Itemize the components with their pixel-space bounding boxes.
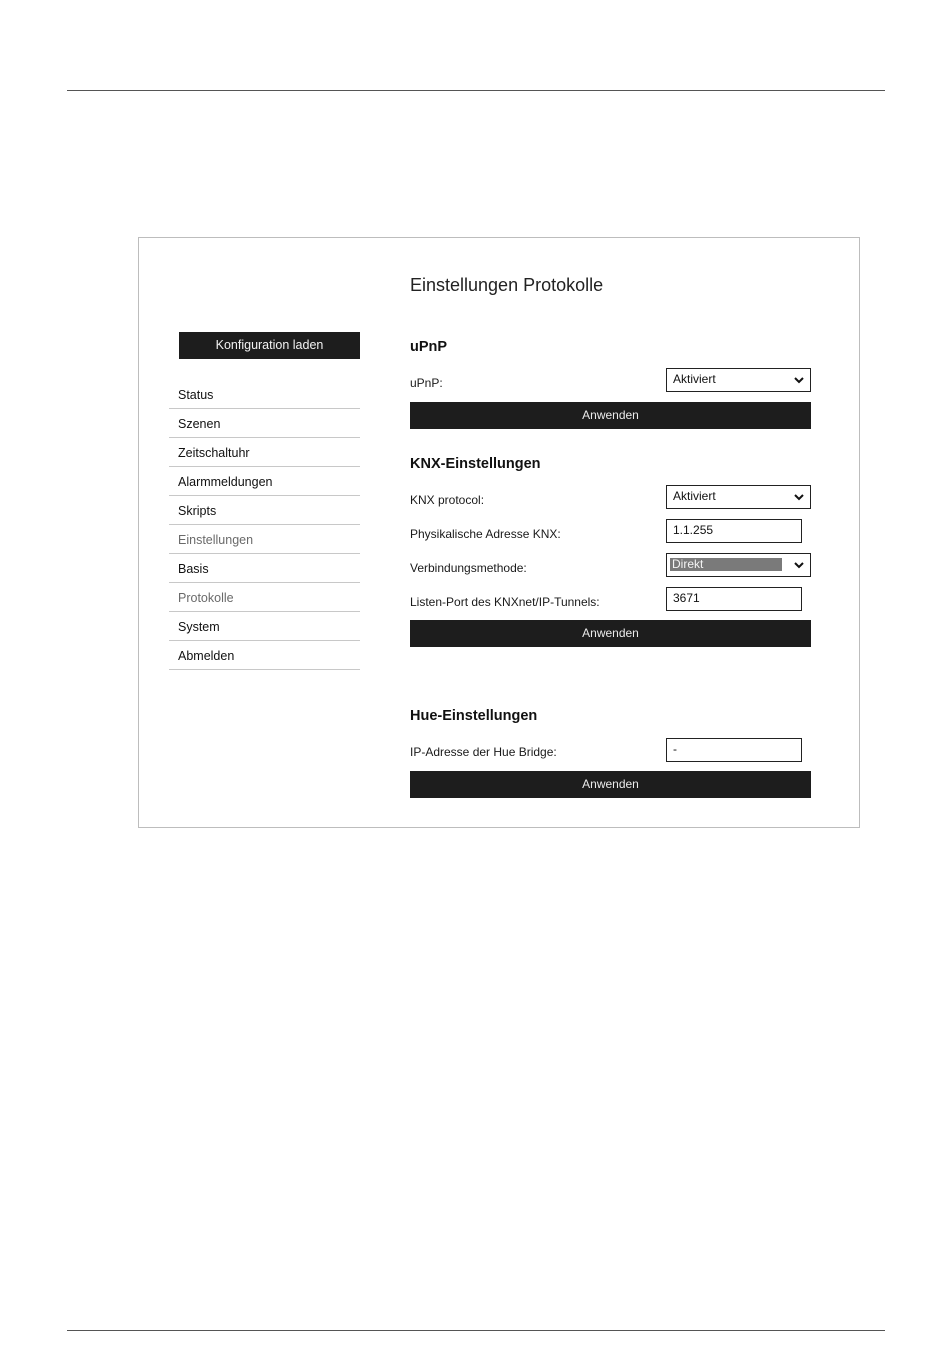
main-content [410,238,811,827]
sidebar-item-protocols[interactable]: Protokolle [169,584,360,612]
knx-protocol-value: Aktiviert [673,489,716,503]
sidebar-item-timer[interactable]: Zeitschaltuhr [169,439,360,467]
hue-heading: Hue-Einstellungen [410,708,538,724]
knx-address-input[interactable]: 1.1.255 [666,519,802,543]
upnp-label: uPnP: [410,376,443,390]
sidebar-item-scripts[interactable]: Skripts [169,497,360,525]
knx-heading: KNX-Einstellungen [410,456,541,472]
sidebar-item-logout[interactable]: Abmelden [169,642,360,670]
connection-method-value: Direkt [670,558,782,571]
settings-window [138,237,860,828]
sidebar-item-system[interactable]: System [169,613,360,641]
upnp-apply-button[interactable]: Anwenden [410,402,811,429]
hue-bridge-input[interactable]: - [666,738,802,762]
sidebar-item-basis[interactable]: Basis [169,555,360,583]
sidebar-nav [169,381,360,671]
knx-address-label: Physikalische Adresse KNX: [410,527,561,541]
chevron-down-icon [794,492,804,502]
hue-bridge-label: IP-Adresse der Hue Bridge: [410,745,557,759]
hue-apply-button[interactable]: Anwenden [410,771,811,798]
connection-method-label: Verbindungsmethode: [410,561,527,575]
sidebar-item-status[interactable]: Status [169,381,360,409]
header-rule [67,90,885,91]
sidebar-item-settings[interactable]: Einstellungen [169,526,360,554]
upnp-select-value: Aktiviert [673,372,716,386]
page-title: Einstellungen Protokolle [410,275,604,295]
connection-method-select[interactable] [666,553,811,577]
knx-apply-button[interactable]: Anwenden [410,620,811,647]
knx-protocol-label: KNX protocol: [410,493,485,507]
load-configuration-button[interactable]: Konfiguration laden [179,332,360,359]
tunnel-port-input[interactable]: 3671 [666,587,802,611]
footer-rule [67,1330,885,1331]
sidebar-item-alarms[interactable]: Alarmmeldungen [169,468,360,496]
tunnel-port-label: Listen-Port des KNXnet/IP-Tunnels: [410,595,600,609]
knx-protocol-select[interactable] [666,485,811,509]
upnp-select[interactable] [666,368,811,392]
upnp-heading: uPnP [410,339,448,355]
chevron-down-icon [794,560,804,570]
sidebar-item-scenes[interactable]: Szenen [169,410,360,438]
chevron-down-icon [794,375,804,385]
